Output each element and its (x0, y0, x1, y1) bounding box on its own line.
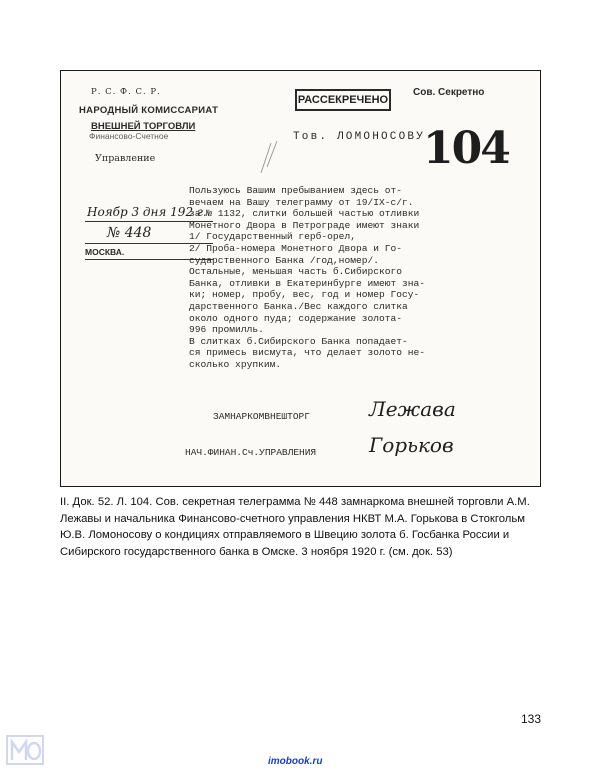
body-line: Остальные, меньшая часть б.Сибирского (189, 266, 403, 278)
body-line: Банка, отливки в Екатеринбурге имеют зна- (189, 277, 426, 289)
publisher-logo-icon (6, 730, 46, 770)
letterhead-line4: Финансово-Счетное (89, 131, 169, 141)
body-line: В слитках б.Сибирского Банка попадает- (189, 335, 408, 347)
body-line: сколько хрупким. (189, 358, 282, 370)
date-handwritten: Ноябр 3 дня 192 г. (87, 205, 207, 219)
body-line: Монетного Двора в Петрограде имеют знаки (189, 219, 420, 231)
document-number: № 448 (107, 225, 152, 241)
signature1-name: Лежава (369, 397, 456, 421)
footer-link[interactable]: imobook.ru (268, 756, 323, 767)
addressee: Тов. ЛОМОНОСОВУ (293, 131, 426, 143)
body-line: 2/ Проба-номера Монетного Двора и Го- (189, 242, 403, 254)
page-number: 133 (521, 712, 542, 726)
body-line: ки; номер, пробу, вес, год и номер Госу- (189, 289, 420, 301)
body-line: сударственного Банка /год,номер/. (189, 254, 379, 266)
signature1-title: ЗАМНАРКОМВНЕШТОРГ (213, 411, 310, 422)
letterhead-line5: Управление (95, 153, 156, 164)
telegram-body (189, 185, 425, 371)
body-line: дарственного Банка./Вес каждого слитка (189, 300, 408, 312)
body-line: ся примесь висмута, что делает золото не- (189, 347, 426, 359)
pencil-mark-icon (257, 137, 281, 177)
body-line: 996 промилль. (189, 324, 264, 336)
classification-label: Сов. Секретно (413, 87, 485, 98)
body-line: около одного пуда; содержание золота- (189, 312, 403, 324)
declassified-stamp: РАССЕКРЕЧЕНО (295, 89, 391, 111)
letterhead-line2: НАРОДНЫЙ КОМИССАРИАТ (79, 105, 219, 116)
letterhead-line1: Р. С. Ф. С. Р. (91, 87, 161, 97)
place-label: МОСКВА. (85, 247, 125, 257)
signature2-title: НАЧ.ФИНАН.Сч.УПРАВЛЕНИЯ (185, 447, 317, 458)
body-line: Пользуюсь Вашим пребыванием здесь от- (189, 185, 403, 196)
handwritten-number: 104 (423, 123, 509, 174)
figure-caption: II. Док. 52. Л. 104. Сов. секретная телеграмма № 448 замнаркома внешней торговли А.М. Лежавы и начальника Финансово-счетного управления НКВТ М.А. Горькова в Стокгольм Ю.В. Ломоносову о кондициях отправляемого в Швецию золота б. Госбанка России и Сибирского государственного банка в Омске. 3 ноября 1920 г. (см. док. 53) (60, 496, 530, 558)
body-line: вечаем на Вашу телеграмму от 19/IX-с/г. (189, 196, 414, 208)
signature2-name: Горьков (369, 433, 454, 457)
scanned-document (60, 70, 541, 487)
body-line: за № 1132, слитки большей частью отливки (189, 208, 420, 220)
letterhead-line3: ВНЕШНЕЙ ТОРГОВЛИ (91, 121, 196, 132)
body-line: 1/ Государственный герб-орел, (189, 231, 356, 243)
